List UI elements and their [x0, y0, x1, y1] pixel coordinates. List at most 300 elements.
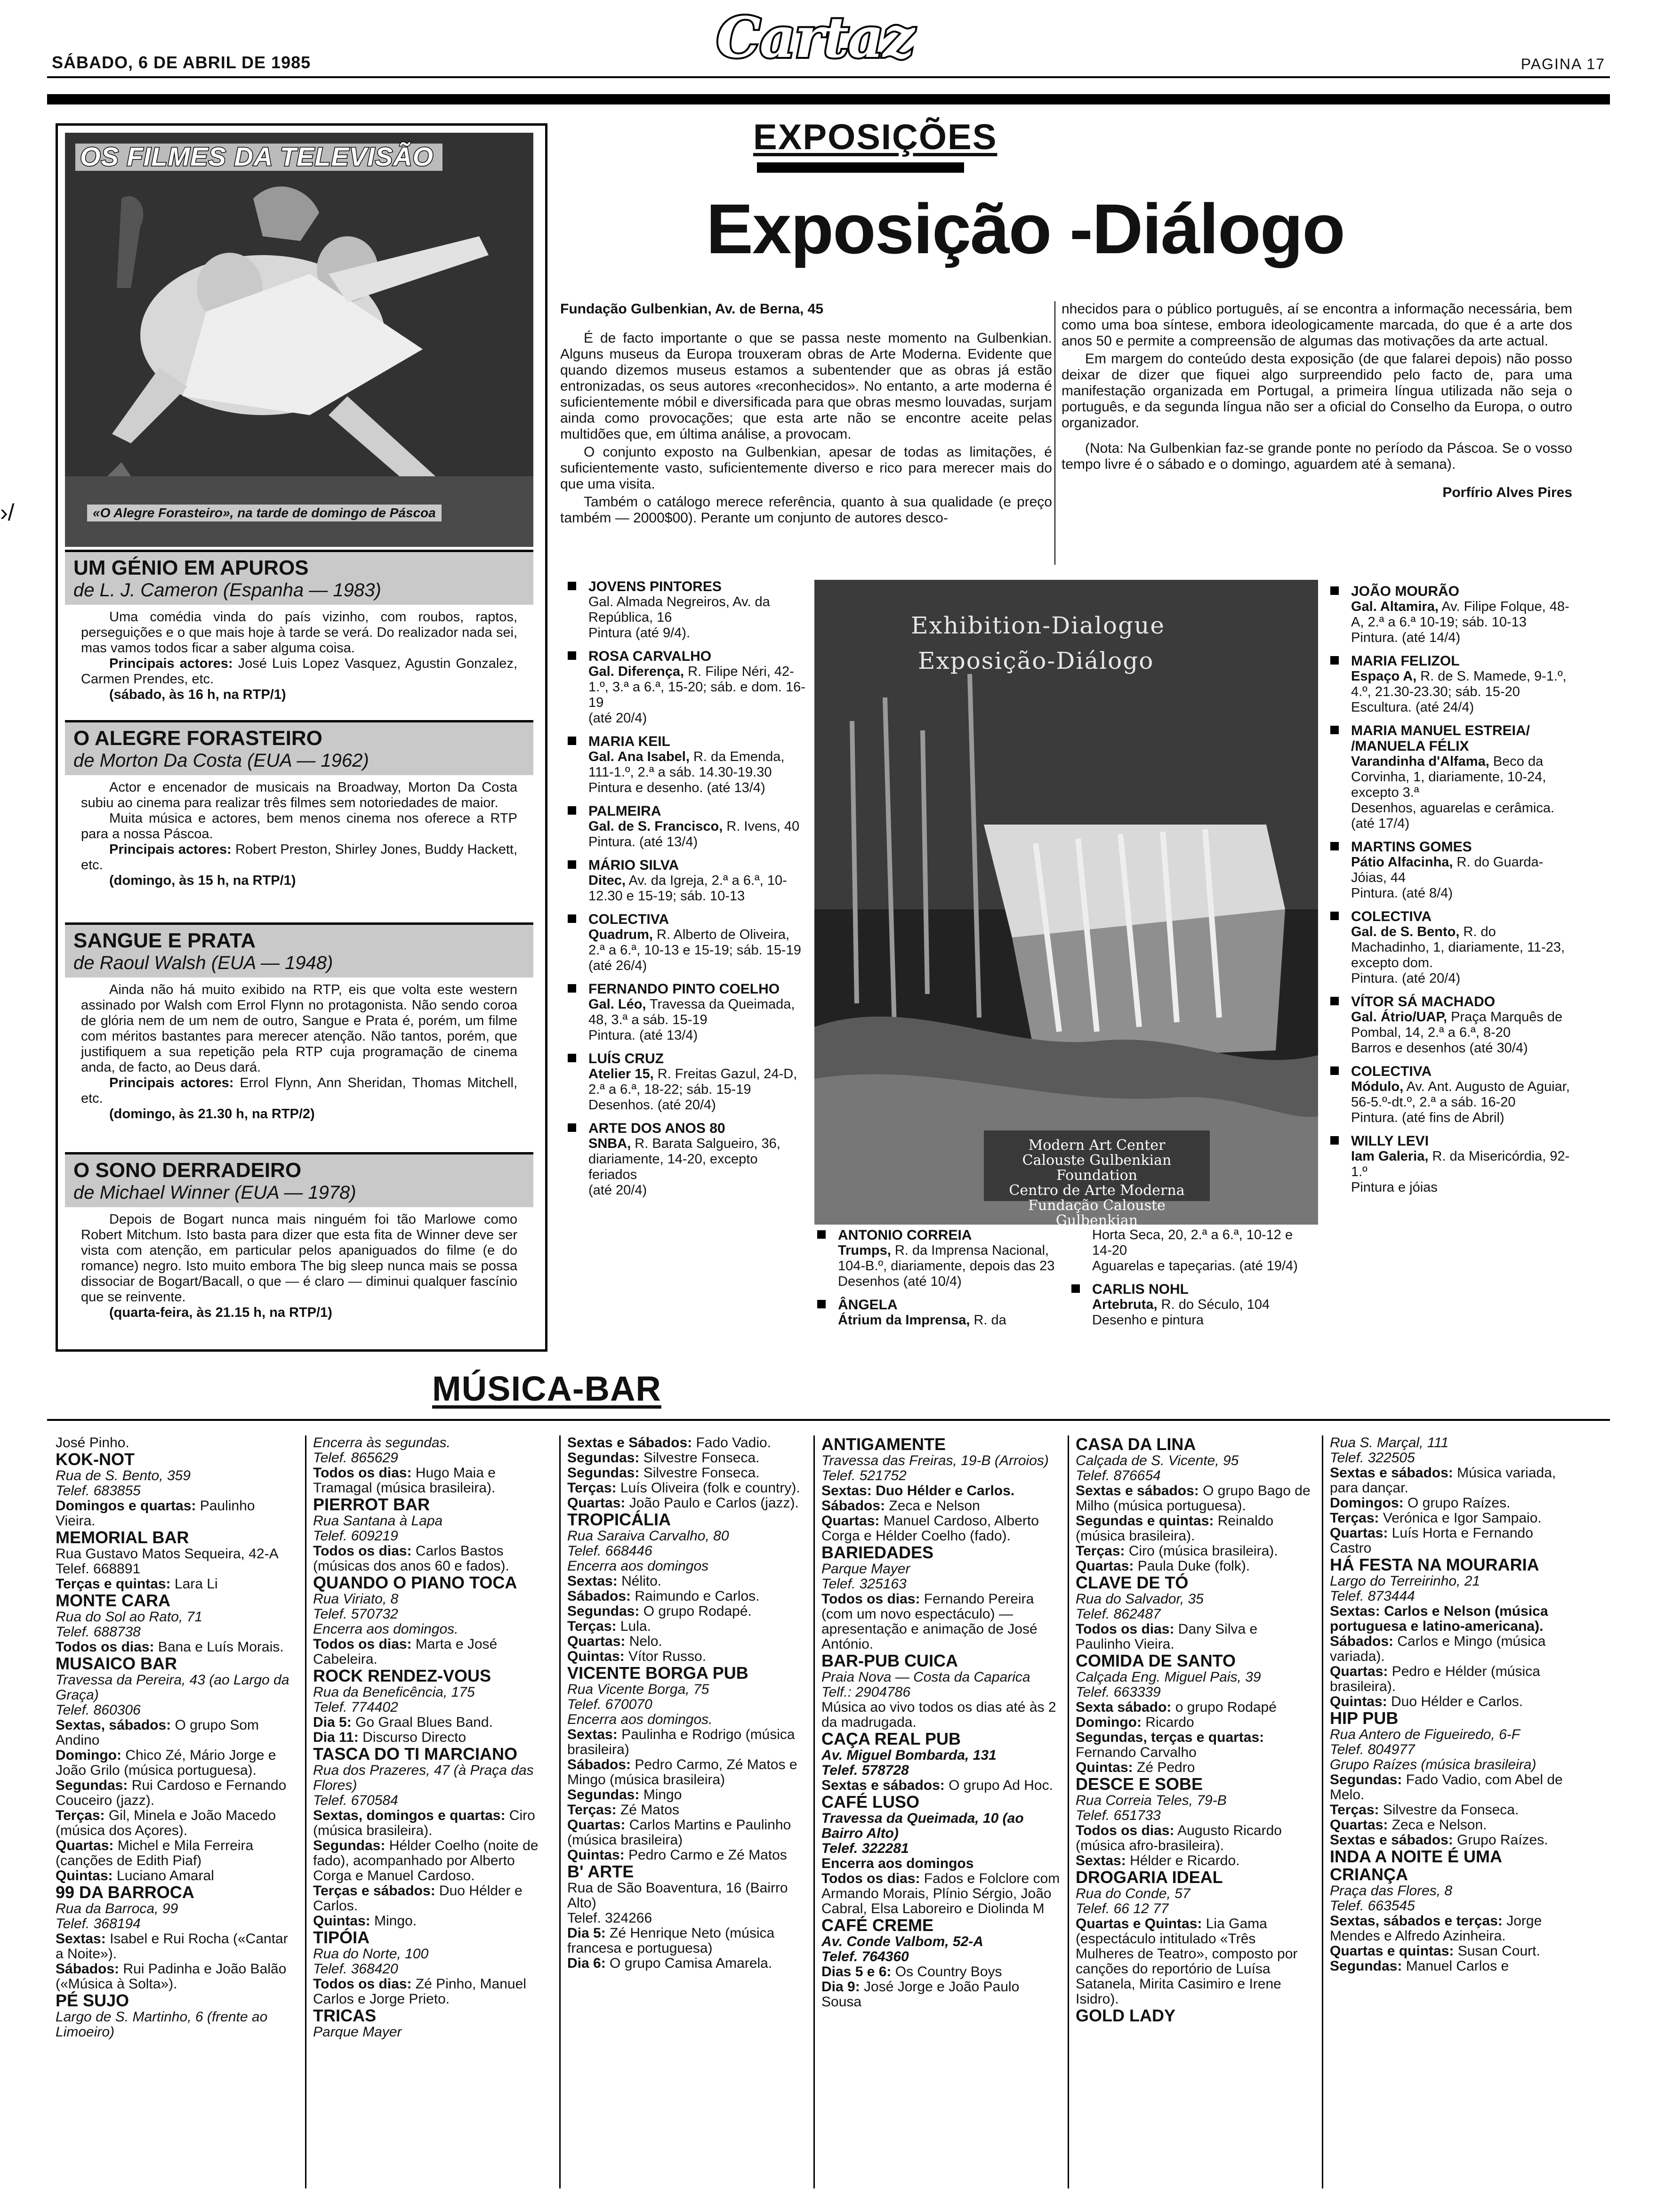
- venue-entry: [567, 1664, 807, 1863]
- listing-item: [814, 1297, 1064, 1328]
- venue-name: Varandinha d'Alfama,: [1351, 754, 1489, 769]
- cast-label: Principais actores:: [109, 656, 233, 671]
- listing-text: R. de S. Mamede, 9-1.º, 4.º, 21.30-23.30; sáb. 15-20 Escultura. (até 24/4): [1351, 669, 1567, 715]
- listing-item: [565, 981, 810, 1043]
- catalogue-caption: Modern Art Center Calouste Gulbenkian Foundation Centro de Arte Moderna Fundação Calouste Gulbenkian: [1009, 1137, 1185, 1229]
- venue-name: Gal. de S. Bento,: [1351, 924, 1460, 939]
- film-synopsis: Depois de Bogart nunca mais ninguém foi tão Marlowe como Robert Mitchum. Isto basta para dizer que esta fita de Winner deve ser vista com atenção, em particular pelos apaniguados do filme (e do romance) negro. Isto muito embora The big sleep nunca mais se possa dissociar de Bogart/Bacall, o que — é claro — diminui qualquer fascínio que se reinvente.: [81, 1212, 517, 1305]
- film-title: UM GÉNIO EM APUROS: [73, 556, 309, 579]
- venue-entry: [1330, 1848, 1570, 1974]
- venue-program: Quartas e Quintas: Lia Gama (espectáculo intitulado «Três Mulheres de Teatro», composto por canções do reportório de Luísa Satanela, Mirita Casimiro e Irene Isidro).: [1076, 1916, 1298, 2007]
- venue-column: [56, 1435, 296, 2040]
- artist-name: COLECTIVA: [1351, 1064, 1432, 1079]
- film-schedule: (domingo, às 21.30 h, na RTP/2): [109, 1106, 315, 1122]
- venue-name: DROGARIA IDEAL: [1076, 1867, 1223, 1887]
- venue-address: Rua do Salvador, 35: [1076, 1591, 1204, 1607]
- venue-name: Ditec,: [588, 873, 626, 888]
- venue-address: Rua da Beneficência, 175: [313, 1684, 475, 1700]
- column-rule: [559, 1435, 561, 2188]
- section-rule: [47, 1419, 1610, 1421]
- venue-name: PÉ SUJO: [56, 1991, 129, 2010]
- film-cast: [81, 656, 517, 687]
- film-schedule: (domingo, às 15 h, na RTP/1): [109, 873, 296, 888]
- column-rule: [813, 1435, 815, 2188]
- venue-name: Iam Galeria,: [1351, 1149, 1429, 1164]
- venue-address: Rua Saraiva Carvalho, 80: [567, 1528, 729, 1544]
- venue-column: [1076, 1435, 1316, 2025]
- venue-entry: [1330, 1709, 1570, 1848]
- listing-text: R. Alberto de Oliveira, 2.ª a 6.ª, 10-13 e 15-19; sáb. 15-19 (até 26/4): [588, 927, 801, 973]
- exhibition-listings-right: [1327, 584, 1572, 1203]
- listing-item: [565, 649, 810, 726]
- venue-name: Gal. Ana Isabel,: [588, 749, 690, 764]
- article-author: Porfírio Alves Pires: [1442, 485, 1572, 500]
- listing-text: R. da Misericórdia, 92-1.º Pintura e jóias: [1351, 1149, 1570, 1195]
- catalogue-photo: [814, 580, 1318, 1225]
- margin-mark: ›/: [0, 499, 15, 526]
- listing-text: Beco da Corvinha, 1, diariamente, 10-24, excepto 3.ª Desenhos, aguarelas e cerâmica. (até 17/4): [1351, 754, 1555, 831]
- film-still-photo: [65, 133, 533, 547]
- venue-name: Gal. Diferença,: [588, 664, 684, 679]
- venue-name: GOLD LADY: [1076, 2006, 1175, 2025]
- venue-name: CLAVE DE TÓ: [1076, 1573, 1189, 1592]
- venue-name: INDA A NOITE É UMA CRIANÇA: [1330, 1847, 1502, 1884]
- artist-name: ANTONIO CORREIA: [838, 1227, 972, 1243]
- film-synopsis: Actor e encenador de musicais na Broadway, Morton Da Costa subiu ao cinema para realizar três filmes sem notoriedades de maior.: [81, 780, 517, 810]
- venue-address: Travessa da Pereira, 43 (ao Largo da Graça): [56, 1672, 290, 1703]
- venue-program: Grupo Raízes (música brasileira) Segundas: Fado Vadio, com Abel de Melo. Terças: Silvestre da Fonseca. Quartas: Zeca e Nelson. Sextas e sábados: Grupo Raízes.: [1330, 1757, 1563, 1848]
- venue-entry: [313, 2007, 553, 2040]
- venue-phone: Telef. 873444: [1330, 1588, 1415, 1604]
- venue-name: 99 DA BARROCA: [56, 1883, 194, 1902]
- venue-name: VICENTE BORGA PUB: [567, 1663, 748, 1683]
- listing-continuation: Horta Seca, 20, 2.ª a 6.ª, 10-12 e 14-20 Aguarelas e tapeçarias. (até 19/4): [1092, 1227, 1298, 1274]
- artist-name: COLECTIVA: [588, 912, 669, 927]
- venue-column: [821, 1435, 1062, 2010]
- venue-name: HÁ FESTA NA MOURARIA: [1330, 1555, 1539, 1574]
- venue-phone: Telef. 862487: [1076, 1606, 1161, 1622]
- venue-address: Praça das Flores, 8: [1330, 1883, 1453, 1899]
- venue-address: Largo de S. Martinho, 6 (frente ao Limoeiro): [56, 2009, 268, 2040]
- venue-column: [313, 1435, 553, 2040]
- listing-text: R. Barata Salgueiro, 36, diariamente, 14-20, excepto feriados (até 20/4): [588, 1136, 780, 1198]
- venue-entry: [567, 1511, 807, 1664]
- listing-item: [814, 1227, 1064, 1290]
- venue-entry: [1076, 1652, 1316, 1775]
- venue-phone: Telef. 651733: [1076, 1808, 1161, 1823]
- listing-text: R. da Imprensa Nacional, 104-B.º, diariamente, depois das 23 Desenhos (até 10/4): [838, 1243, 1055, 1289]
- venue-program: Sextas, sábados e terças: Jorge Mendes e Alfredo Azinheira. Quartas e quintas: Susan Court. Segundas: Manuel Carlos e: [1330, 1913, 1542, 1974]
- venue-program: Sextas: Duo Hélder e Carlos. Sábados: Zeca e Nelson Quartas: Manuel Cardoso, Alberto Corga e Hélder Coelho (fado).: [821, 1483, 1039, 1544]
- venue-entry: [1076, 1574, 1316, 1652]
- venue-entry: [56, 1451, 296, 1529]
- venue-program: Todos os dias: Carlos Bastos (músicas dos anos 60 e fados).: [313, 1543, 509, 1574]
- venue-program: Sextas, sábados: O grupo Som Andino Domingo: Chico Zé, Mário Jorge e João Grilo (música portuguesa). Segundas: Rui Cardoso e Fernando Couceiro (jazz). Terças: Gil, Minela e João Macedo (música dos Açores). Quartas: Michel e Mila Ferreira (canções de Edith Piaf) Quintas: Luciano Amaral: [56, 1717, 287, 1883]
- venue-phone: Telef. 570732: [313, 1606, 398, 1622]
- cast-label: Principais actores:: [109, 1075, 234, 1090]
- cast-names: Robert Preston, Shirley Jones, Buddy Hackett, etc.: [81, 842, 517, 873]
- venue-entry: [821, 1730, 1062, 1793]
- venue-program: Todos os dias: Hugo Maia e Tramagal (música brasileira).: [313, 1465, 496, 1496]
- venue-program: Todos os dias: Fernando Pereira (com um novo espectáculo) — apresentação e animação de José António.: [821, 1591, 1038, 1652]
- venue-address: Rua Santana à Lapa: [313, 1513, 443, 1529]
- venue-address: Rua da Barroca, 99: [56, 1901, 178, 1916]
- venue-phone: Telef. 774402: [313, 1699, 398, 1715]
- venue-entry: [56, 1529, 296, 1592]
- venue-name: CAFÉ CREME: [821, 1915, 934, 1935]
- film-body: [65, 775, 533, 889]
- artist-name: FERNANDO PINTO COELHO: [588, 981, 780, 997]
- venue-phone: Telef. 663339: [1076, 1684, 1161, 1700]
- venue-name: BAR-PUB CUICA: [821, 1651, 958, 1670]
- film-header: [65, 550, 533, 605]
- column-rule: [1054, 301, 1055, 565]
- venue-name: Gal. Altamira,: [1351, 599, 1439, 614]
- venue-program: Rua Gustavo Matos Sequeira, 42-A Telef. 668891 Terças e quintas: Lara Li: [56, 1546, 279, 1592]
- venue-program: Sextas e sábados: O grupo Bago de Milho (música portuguesa). Segundas e quintas: Reinaldo (música brasileira). Terças: Ciro (música brasileira). Quartas: Paula Duke (folk).: [1076, 1483, 1311, 1574]
- venue-phone: Telef. 368194: [56, 1916, 141, 1931]
- film-header: [65, 1152, 533, 1207]
- listing-item: [1327, 723, 1572, 832]
- venue-phone: Telef. 578728: [821, 1763, 909, 1778]
- listing-item: [565, 803, 810, 850]
- listing-text: R. da Emenda, 111-1.º, 2.ª a sáb. 14.30-19.30 Pintura e desenho. (até 13/4): [588, 749, 785, 795]
- venue-name: SNBA,: [588, 1136, 631, 1151]
- page-number: PAGINA 17: [1520, 56, 1605, 72]
- venue-address: Rua Vicente Borga, 75: [567, 1682, 709, 1697]
- venue-entry: [821, 1916, 1062, 2010]
- listing-text: Av. Ant. Augusto de Aguiar, 56-5.º-dt.º, 2.ª a sáb. 16-20 Pintura. (até fins de Abril): [1351, 1079, 1570, 1125]
- venue-program: Dia 5: Go Graal Blues Band. Dia 11: Discurso Directo: [313, 1715, 493, 1745]
- film-cast: [81, 842, 517, 873]
- venue-name: Gal. Átrio/UAP,: [1351, 1010, 1448, 1025]
- venue-entry: [821, 1435, 1062, 1544]
- film-body: [65, 1207, 533, 1321]
- venue-name: DESCE E SOBE: [1076, 1774, 1203, 1794]
- listing-item: [565, 1051, 810, 1113]
- venue-name: TRICAS: [313, 2006, 376, 2025]
- venue-name: HIP PUB: [1330, 1708, 1399, 1728]
- listing-item: [565, 912, 810, 974]
- artist-name: CARLIS NOHL: [1092, 1282, 1189, 1297]
- cast-names: José Luis Lopez Vasquez, Agustin Gonzalez, Carmen Prendes, etc.: [81, 656, 517, 687]
- venue-phone: Telef. 683855: [56, 1483, 141, 1499]
- column-rule: [305, 1435, 306, 2188]
- venue-column: [1330, 1435, 1570, 1974]
- exhibition-catalogue-image: [814, 580, 1318, 1225]
- venue-phone: Telf.: 2904786: [821, 1684, 911, 1700]
- artist-name: VÍTOR SÁ MACHADO: [1351, 994, 1496, 1010]
- venue-phone: Telef. 764360: [821, 1949, 909, 1964]
- listing-text: Gal. Almada Negreiros, Av. da República, 16 Pintura (até 9/4).: [588, 594, 770, 641]
- film-title: SANGUE E PRATA: [73, 929, 256, 952]
- venue-program: Sextas, domingos e quartas: Ciro (música brasileira). Segundas: Hélder Coelho (noite de fado), acompanhado por Alberto Corga e Manuel Cardoso. Terças e sábados: Duo Hélder e Carlos. Quintas: Mingo.: [313, 1808, 539, 1929]
- venue-name: KOK-NOT: [56, 1450, 135, 1469]
- venue-program: Encerra aos domingos Sextas: Nélito. Sábados: Raimundo e Carlos. Segundas: O grupo Rodapé. Terças: Lula. Quartas: Nelo. Quintas: Vítor Russo.: [567, 1558, 760, 1664]
- venue-entry: [313, 1929, 553, 2007]
- venue-name: PIERROT BAR: [313, 1495, 430, 1514]
- venue-address: Rua de S. Bento, 359: [56, 1468, 191, 1483]
- venue-address: Rua Viriato, 8: [313, 1591, 399, 1607]
- column-rule: [1068, 1435, 1069, 2188]
- venue-name: ROCK RENDEZ-VOUS: [313, 1666, 491, 1685]
- film-title: O ALEGRE FORASTEIRO: [73, 727, 322, 750]
- venue-entry: [1076, 1775, 1316, 1868]
- artist-name: ARTE DOS ANOS 80: [588, 1121, 725, 1136]
- listing-item: [565, 579, 810, 641]
- listing-item: [1327, 839, 1572, 901]
- venue-address: Parque Mayer: [821, 1561, 910, 1577]
- venue-name: B' ARTE: [567, 1862, 634, 1881]
- venue-entry: [1330, 1556, 1570, 1709]
- film-cast: [81, 1075, 517, 1106]
- venue-entry: [1076, 2007, 1316, 2025]
- venue-name: MEMORIAL BAR: [56, 1528, 189, 1547]
- venue-phone: Telef. 66 12 77: [1076, 1901, 1169, 1916]
- venue-phone: Telef. 865629: [313, 1450, 398, 1466]
- venue-program: Dias 5 e 6: Os Country Boys Dia 9: José Jorge e João Paulo Sousa: [821, 1964, 1020, 2010]
- venue-phone: Telef. 368420: [313, 1961, 398, 1977]
- venue-phone: Telef. 521752: [821, 1468, 907, 1483]
- artist-name: JOVENS PINTORES: [588, 579, 722, 594]
- listing-text: R. da: [970, 1313, 1006, 1328]
- venue-address: Travessa das Freiras, 19-B (Arroios): [821, 1453, 1049, 1468]
- venue-phone: Telef. 860306: [56, 1702, 141, 1718]
- musica-bar-section-title: MÚSICA-BAR: [432, 1369, 661, 1408]
- film-entry: [65, 550, 533, 703]
- film-still-image: [65, 133, 533, 547]
- venue-program: Música ao vivo todos os dias até às 2 da madrugada.: [821, 1699, 1056, 1730]
- tv-section-title: OS FILMES DA TELEVISÃO: [80, 142, 434, 171]
- venue-address: Largo do Terreirinho, 21: [1330, 1573, 1480, 1589]
- exhibition-listings-left: [565, 579, 810, 1206]
- venue-address: Av. Conde Valbom, 52-A: [821, 1934, 983, 1949]
- venue-program: Encerra aos domingos. Sextas: Paulinha e Rodrigo (música brasileira) Sábados: Pedro Carmo, Zé Matos e Mingo (música brasileira) Segundas: Mingo Terças: Zé Matos Quartas: Carlos Martins e Paulinho (música brasileira) Quintas: Pedro Carmo e Zé Matos: [567, 1712, 797, 1863]
- artist-name: MARIA KEIL: [588, 734, 670, 749]
- listing-item: [565, 734, 810, 796]
- article-paragraph: É de facto importante o que se passa neste momento na Gulbenkian. Alguns museus da Europa trouxeram obras de Arte Moderna. Evidente que quando dizemos museus estamos a subentender que as obras já estão entronizadas, os seus autores «reconhecidos». No entanto, a arte moderna é suficientemente móbil e diversificada para que obras mesmo louvadas, surjam ainda como provocações; que esta arte não se encontre aceite pelas multidões que, em última análise, a provocam.: [560, 330, 1052, 442]
- venue-entry: [313, 1435, 553, 1496]
- venue-name: TIPÓIA: [313, 1928, 370, 1947]
- artist-name: PALMEIRA: [588, 803, 661, 819]
- listing-text: R. do Guarda-Jóias, 44 Pintura. (até 8/4): [1351, 855, 1544, 901]
- venue-program: Todos os dias: Bana e Luís Morais.: [56, 1639, 284, 1655]
- venue-phone: Telef. 668446: [567, 1543, 652, 1559]
- logo-text: Cartaz: [716, 5, 914, 70]
- venue-program: Domingos e quartas: Paulinho Vieira.: [56, 1498, 255, 1529]
- venue-program: Encerra aos domingos Todos os dias: Fados e Folclore com Armando Morais, Plínio Sérgio, João Cabral, Elsa Laboreiro e Diolinda M: [821, 1856, 1060, 1916]
- article-column-right: [1062, 301, 1572, 501]
- venue-entry: [56, 1883, 296, 1992]
- venue-program: Todos os dias: Augusto Ricardo (música afro-brasileira). Sextas: Hélder e Ricardo.: [1076, 1823, 1282, 1868]
- artist-name: MARTINS GOMES: [1351, 839, 1472, 855]
- venue-entry: [821, 1544, 1062, 1652]
- venue-program: José Pinho.: [56, 1435, 129, 1451]
- venue-entry: [313, 1574, 553, 1667]
- film-title: O SONO DERRADEIRO: [73, 1159, 302, 1182]
- film-header: [65, 922, 533, 978]
- venue-address: Praia Nova — Costa da Caparica: [821, 1669, 1030, 1685]
- header-thick-rule: [47, 94, 1610, 104]
- listing-text: R. do Século, 104 Desenho e pintura: [1092, 1297, 1270, 1328]
- film-byline: de Michael Winner (EUA — 1978): [73, 1182, 356, 1203]
- listing-item: [1327, 1064, 1572, 1126]
- film-header: [65, 720, 533, 775]
- artist-name: JOÃO MOURÃO: [1351, 584, 1460, 599]
- venue-name: CAFÉ LUSO: [821, 1792, 920, 1811]
- cast-names: Errol Flynn, Ann Sheridan, Thomas Mitchell, etc.: [81, 1075, 518, 1106]
- venue-address: Travessa da Queimada, 10 (ao Bairro Alto): [821, 1811, 1024, 1841]
- venue-address: Av. Miguel Bombarda, 131: [821, 1747, 997, 1763]
- venue-name: MONTE CARA: [56, 1591, 170, 1610]
- listing-text: R. Filipe Néri, 42-1.º, 3.ª a 6.ª, 15-20; sáb. e dom. 16-19 (até 20/4): [588, 664, 805, 726]
- venue-name: CAÇA REAL PUB: [821, 1729, 961, 1748]
- venue-column: [567, 1435, 807, 1971]
- venue-phone: Telef. 876654: [1076, 1468, 1161, 1483]
- venue-name: ANTIGAMENTE: [821, 1435, 946, 1454]
- venue-program: Encerra aos domingos. Todos os dias: Marta e José Cabeleira.: [313, 1621, 498, 1667]
- film-schedule: (sábado, às 16 h, na RTP/1): [109, 687, 286, 702]
- venue-name: Espaço A,: [1351, 669, 1417, 684]
- venue-address: Rua S. Marçal, 111: [1330, 1435, 1449, 1451]
- catalogue-title-en: Exhibition-Dialogue: [911, 612, 1165, 639]
- issue-date: SÁBADO, 6 DE ABRIL DE 1985: [52, 53, 311, 72]
- catalogue-title-pt: Exposição-Diálogo: [918, 647, 1154, 674]
- artist-name: MARIA FELIZOL: [1351, 653, 1460, 669]
- article-paragraph: nhecidos para o público português, aí se encontra a informação necessária, bem como uma boa síntese, embora ideologicamente marcada, do que é a arte dos anos 50 e permite a compreensão de algumas das motivações da arte actual.: [1062, 301, 1572, 349]
- listing-text: Praça Marquês de Pombal, 14, 2.ª a 6.ª, 8-20 Barros e desenhos (até 30/4): [1351, 1010, 1563, 1056]
- film-entry: [65, 720, 533, 889]
- venue-entry: [56, 1592, 296, 1655]
- venue-name: Átrium da Imprensa,: [838, 1313, 970, 1328]
- venue-name: Gal. Léo,: [588, 997, 646, 1012]
- venue-entry: [56, 1435, 296, 1451]
- venue-entry: [313, 1496, 553, 1574]
- film-body: [65, 605, 533, 703]
- venue-address: Encerra às segundas.: [313, 1435, 450, 1451]
- venue-address: Rua do Norte, 100: [313, 1946, 429, 1962]
- venue-name: Trumps,: [838, 1243, 891, 1258]
- listing-text: Av. Filipe Folque, 48-A, 2.ª a 6.ª 10-19; sáb. 10-13 Pintura. (até 14/4): [1351, 599, 1569, 645]
- venue-name: MUSAICO BAR: [56, 1654, 177, 1673]
- article-paragraph: Em margem do conteúdo desta exposição (de que falarei depois) não posso deixar de dizer que fiquei algo surpreendido pelo facto de, para uma manifestação organizada em Portugal, a primeira língua utilizada não seja o português, e da segunda língua não ser a oficial do Conselho da Europa, o outro organizador.: [1062, 351, 1572, 431]
- venue-address: Calçada Eng. Miguel Pais, 39: [1076, 1669, 1261, 1685]
- listing-text: R. do Machadinho, 1, diariamente, 11-23, excepto dom. Pintura. (até 20/4): [1351, 924, 1565, 986]
- venue-phone: Telef. 322281: [821, 1841, 909, 1856]
- venue-program: Rua de São Boaventura, 16 (Bairro Alto) Telef. 324266 Dia 5: Zé Henrique Neto (música francesa e portuguesa) Dia 6: O grupo Camisa Amarela.: [567, 1880, 788, 1971]
- venue-program: Sextas e sábados: Música variada, para dançar. Domingos: O grupo Raízes. Terças: Verónica e Igor Sampaio. Quartas: Luís Horta e Fernando Castro: [1330, 1465, 1556, 1556]
- article-column-left: [560, 301, 1052, 528]
- article-paragraph: Também o catálogo merece referência, quanto à sua qualidade (e preço também — 2000$00). Perante um conjunto de autores desco-: [560, 494, 1052, 526]
- exhibition-listings-mid-2: [1069, 1227, 1313, 1336]
- venue-address: Parque Mayer: [313, 2024, 402, 2040]
- film-entry: [65, 1152, 533, 1321]
- venue-address: Rua Antero de Figueiredo, 6-F: [1330, 1727, 1520, 1742]
- venue-phone: Telef. 670584: [313, 1793, 398, 1808]
- film-byline: de Morton Da Costa (EUA — 1962): [73, 750, 369, 771]
- listing-item: [565, 858, 810, 904]
- venue-entry: [567, 1863, 807, 1971]
- kicker-bar: [757, 162, 964, 173]
- film-schedule: (quarta-feira, às 21.15 h, na RTP/1): [109, 1305, 332, 1320]
- venue-name: Gal. de S. Francisco,: [588, 819, 723, 834]
- artist-name: MARIA MANUEL ESTREIA/ /MANUELA FÉLIX: [1351, 723, 1530, 754]
- film-synopsis: Ainda não há muito exibido na RTP, eis que volta este western assinado por Walsh com Errol Flynn no protagonista. Não sendo coroa de glória nem de um nem de outro, Sangue e Prata é, porém, um filme com méritos bastantes para merecer atenção. Não tantos, porém, que justifiquem a sua repetição pela RTP cuja programação de cinema anda, de facto, ao Deus dará.: [81, 982, 517, 1075]
- venue-entry: [1330, 1435, 1570, 1556]
- venue-program: Sextas: Isabel e Rui Rocha («Cantar a Noite»). Sábados: Rui Padinha e João Balão («Música à Solta»).: [56, 1931, 288, 1992]
- venue-entry: [567, 1435, 807, 1511]
- artist-name: MÁRIO SILVA: [588, 858, 679, 873]
- article-note: (Nota: Na Gulbenkian faz-se grande ponte no período da Páscoa. Se o vosso tempo livre é o sábado e o domingo, aguardem até à semana).: [1062, 441, 1572, 472]
- listing-item: [1327, 653, 1572, 715]
- venue-phone: Telef. 670070: [567, 1697, 652, 1712]
- listing-text: R. Ivens, 40 Pintura. (até 13/4): [588, 819, 800, 850]
- listing-text: R. Freitas Gazul, 24-D, 2.ª a 6.ª, 18-22; sáb. 15-19 Desenhos. (até 20/4): [588, 1066, 797, 1113]
- film-synopsis-2: Muita música e actores, bem menos cinema nos oferece a RTP para a nossa Páscoa.: [81, 811, 517, 842]
- listing-item: [1069, 1282, 1313, 1328]
- venue-entry: [1076, 1435, 1316, 1574]
- venue-entry: [56, 1655, 296, 1883]
- venue-address: Rua Correia Teles, 79-B: [1076, 1793, 1227, 1808]
- artist-name: WILLY LEVI: [1351, 1133, 1429, 1149]
- film-byline: de L. J. Cameron (Espanha — 1983): [73, 580, 381, 601]
- artist-name: ROSA CARVALHO: [588, 649, 712, 664]
- venue-name: QUANDO O PIANO TOCA: [313, 1573, 517, 1592]
- venue-program: Sextas: Carlos e Nelson (música portuguesa e latino-americana). Sábados: Carlos e Mingo (música variada). Quartas: Pedro e Hélder (música brasileira). Quintas: Duo Hélder e Carlos.: [1330, 1603, 1548, 1709]
- listing-item: [1327, 994, 1572, 1056]
- article-lead: Fundação Gulbenkian, Av. de Berna, 45: [560, 301, 824, 317]
- expo-headline: Exposição -Diálogo: [706, 189, 1344, 268]
- venue-entry: [313, 1667, 553, 1745]
- listing-item: [1327, 1133, 1572, 1195]
- venue-phone: Telef. 325163: [821, 1576, 907, 1592]
- venue-name: Pátio Alfacinha,: [1351, 855, 1453, 870]
- column-rule: [1322, 1435, 1323, 2188]
- expo-section-kicker: EXPOSIÇÕES: [753, 117, 997, 157]
- film-byline: de Raoul Walsh (EUA — 1948): [73, 953, 333, 973]
- venue-address: Rua dos Prazeres, 47 (à Praça das Flores): [313, 1763, 534, 1793]
- masthead-logo: [706, 5, 951, 75]
- venue-entry: [821, 1793, 1062, 1916]
- venue-phone: Telef. 322505: [1330, 1450, 1415, 1466]
- venue-phone: Telef. 804977: [1330, 1742, 1415, 1757]
- venue-entry: [1076, 1868, 1316, 2007]
- film-entry: [65, 922, 533, 1122]
- venue-program: Sextas e Sábados: Fado Vadio. Segundas: Silvestre Fonseca. Segundas: Silvestre Fonseca. Terças: Luís Oliveira (folk e country). Quartas: João Paulo e Carlos (jazz).: [567, 1435, 800, 1511]
- venue-name: Módulo,: [1351, 1079, 1404, 1094]
- venue-name: BARIEDADES: [821, 1543, 934, 1562]
- venue-name: Atelier 15,: [588, 1066, 654, 1082]
- artist-name: ÂNGELA: [838, 1297, 898, 1313]
- venue-name: CASA DA LINA: [1076, 1435, 1196, 1454]
- listing-item: [1327, 584, 1572, 646]
- listing-item: [565, 1121, 810, 1198]
- exhibition-listings-mid: [814, 1227, 1064, 1336]
- venue-program: Todos os dias: Dany Silva e Paulinho Vieira.: [1076, 1621, 1258, 1652]
- venue-program: Sextas e sábados: O grupo Ad Hoc.: [821, 1778, 1053, 1793]
- film-synopsis: Uma comédia vinda do país vizinho, com roubos, raptos, perseguições e o que mais hoje à tarde se verá. Do realizador nada sei, mas vamos todos ficar a saber alguma coisa.: [81, 609, 517, 656]
- venue-entry: [313, 1745, 553, 1929]
- venue-name: TASCA DO TI MARCIANO: [313, 1744, 517, 1763]
- listing-text: Av. da Igreja, 2.ª a 6.ª, 10-12.30 e 15-19; sáb. 10-13: [588, 873, 787, 904]
- venue-program: Sexta sábado: o grupo Rodapé Domingo: Ricardo Segundas, terças e quartas: Fernando Carvalho Quintas: Zé Pedro: [1076, 1699, 1277, 1775]
- photo-caption: «O Alegre Forasteiro», na tarde de domingo de Páscoa: [87, 505, 442, 521]
- venue-phone: Telef. 663545: [1330, 1898, 1415, 1914]
- header-rule: [47, 76, 1610, 78]
- listing-item: [1327, 909, 1572, 986]
- venue-address: Calçada de S. Vicente, 95: [1076, 1453, 1239, 1468]
- venue-address: Rua do Conde, 57: [1076, 1886, 1190, 1901]
